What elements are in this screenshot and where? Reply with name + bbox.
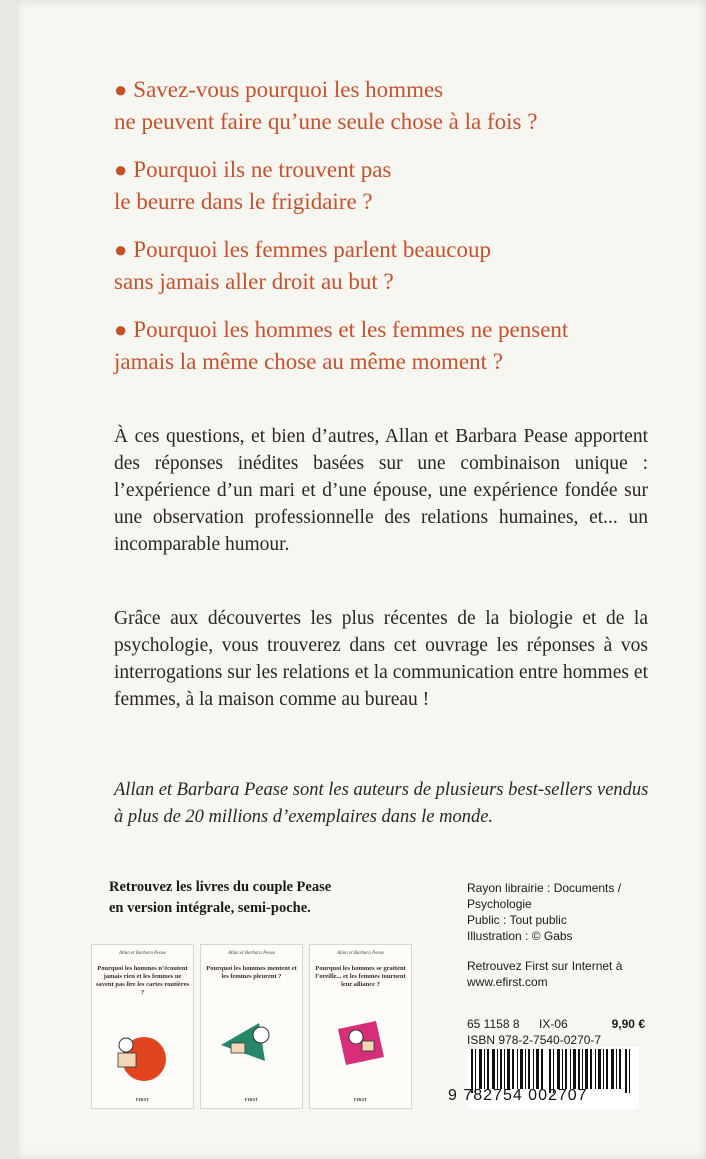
question-1: ● Savez-vous pourquoi les hommes ne peuvent faire qu’une seule chose à la fois ? [114, 77, 538, 134]
bullet-icon: ● [114, 157, 128, 182]
body-paragraph-1: À ces questions, et bien d’autres, Allan et Barbara Pease apportent des réponses inédites basées sur une combinaison unique : l’expérience d’un mari et d’une épouse, une expérience fondée sur une observation professionnelle des relations humaines, et... un incomparable humour. [114, 426, 648, 555]
product-code: 65 1158 8 [467, 1017, 520, 1031]
body-paragraph-2: Grâce aux découvertes les plus récentes de la biologie et de la psychologie, vous trouverez dans cet ouvrage les réponses à vos interrogations sur les relations et la communication entre hommes et femmes, à la maison comme au bureau ! [114, 608, 648, 710]
isbn: ISBN 978-2-7540-0270-7 [467, 1033, 602, 1047]
question-4: ● Pourquoi les hommes et les femmes ne pensent jamais la même chose au même moment ? [114, 317, 569, 374]
barcode-number: 9 782754 002707 [448, 1087, 588, 1104]
book-back-cover [16, 0, 706, 1159]
bullet-icon: ● [114, 317, 128, 342]
reference-code: IX-06 [539, 1017, 568, 1031]
book-thumbnail-1: Allan et Barbara Pease Pourquoi les hommes n’écoutent jamais rien et les femmes ne savent pas lire les cartes routières ? FIRST [91, 944, 194, 1109]
book-illustration-1 [92, 1023, 193, 1083]
publisher-info: Rayon librairie : Documents / Psychologie Public : Tout public Illustration : © Gabs Retrouvez First sur Internet à www.efirst.com [467, 881, 623, 989]
book-thumbnail-3: Allan et Barbara Pease Pourquoi les hommes se grattent l’oreille... et les femmes tournent leur alliance ? FIRST [309, 944, 412, 1109]
promo-text: Retrouvez les livres du couple Pease en version intégrale, semi-poche. [109, 879, 332, 916]
bullet-icon: ● [114, 77, 128, 102]
book-illustration-3 [310, 1007, 411, 1067]
book-illustration-2 [201, 1005, 302, 1065]
book-thumbnail-2: Allan et Barbara Pease Pourquoi les hommes mentent et les femmes pleurent ? FIRST [200, 944, 303, 1109]
question-2: ● Pourquoi ils ne trouvent pas le beurre dans le frigidaire ? [114, 157, 392, 214]
product-codes [467, 1017, 657, 1049]
authors-note: Allan et Barbara Pease sont les auteurs de plusieurs best-sellers vendus à plus de 20 millions d’exemplaires dans le monde. [114, 780, 649, 827]
question-3: ● Pourquoi les femmes parlent beaucoup sans jamais aller droit au but ? [114, 237, 491, 294]
bullet-icon: ● [114, 237, 128, 262]
price: 9,90 € [611, 1017, 645, 1031]
